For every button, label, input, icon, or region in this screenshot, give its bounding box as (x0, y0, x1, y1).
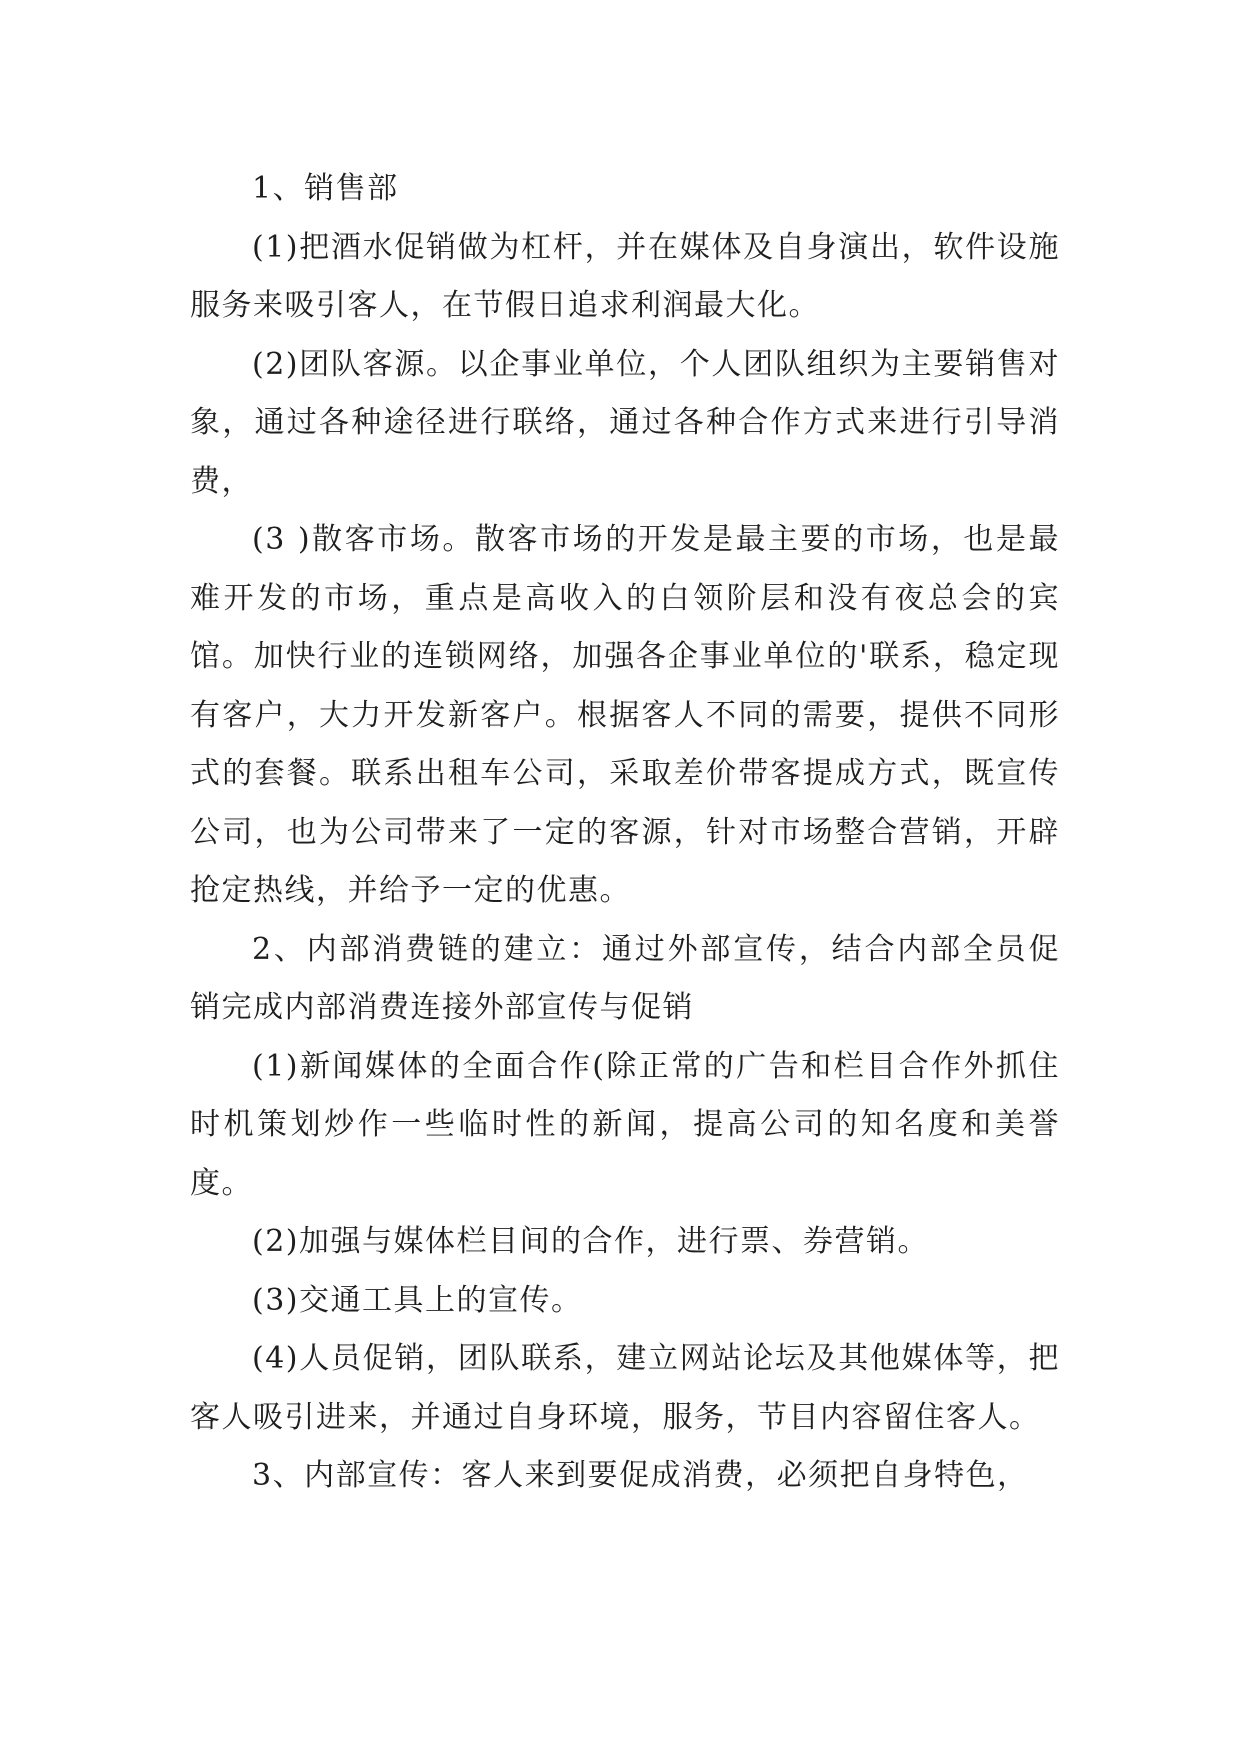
paragraph-individual-market: (3 )散客市场。散客市场的开发是最主要的市场，也是最难开发的市场，重点是高收入的白领阶层和没有夜总会的宾馆。加快行业的连锁网络，加强各企事业单位的'联系，稳定现有客户，大力开发新客户。根据客人不同的需要，提供不同形式的套餐。联系出租车公司，采取差价带客提成方式，既宣传公司，也为公司带来了一定的客源，针对市场整合营销，开辟抢定热线，并给予一定的优惠。 (190, 522, 1060, 908)
heading-internal-consumption-chain: 2、内部消费链的建立：通过外部宣传，结合内部全员促销完成内部消费连接外部宣传与促销 (190, 931, 1060, 1025)
heading-internal-publicity: 3、内部宣传：客人来到要促成消费，必须把自身特色， (252, 1458, 1029, 1493)
paragraph-personnel-promotion: (4)人员促销，团队联系，建立网站论坛及其他媒体等，把客人吸引进来，并通过自身环境，服务，节目内容留住客人。 (190, 1341, 1060, 1435)
paragraph-group-customers: (2)团队客源。以企事业单位，个人团队组织为主要销售对象，通过各种途径进行联络，通过各种合作方式来进行引导消费， (190, 346, 1060, 499)
paragraph-transport-advertising: (3)交通工具上的宣传。 (252, 1282, 583, 1318)
heading-sales-department: 1、销售部 (252, 171, 399, 206)
paragraph-beverage-promotion: (1)把酒水促销做为杠杆，并在媒体及自身演出，软件设施服务来吸引客人，在节假日追求利润最大化。 (190, 229, 1060, 323)
paragraph-media-cooperation: (1)新闻媒体的全面合作(除正常的广告和栏目合作外抓住时机策划炒作一些临时性的新闻，提高公司的知名度和美誉度。 (190, 1048, 1060, 1201)
paragraph-media-column-cooperation: (2)加强与媒体栏目间的合作，进行票、券营销。 (252, 1224, 929, 1259)
document-body (190, 160, 1060, 1506)
